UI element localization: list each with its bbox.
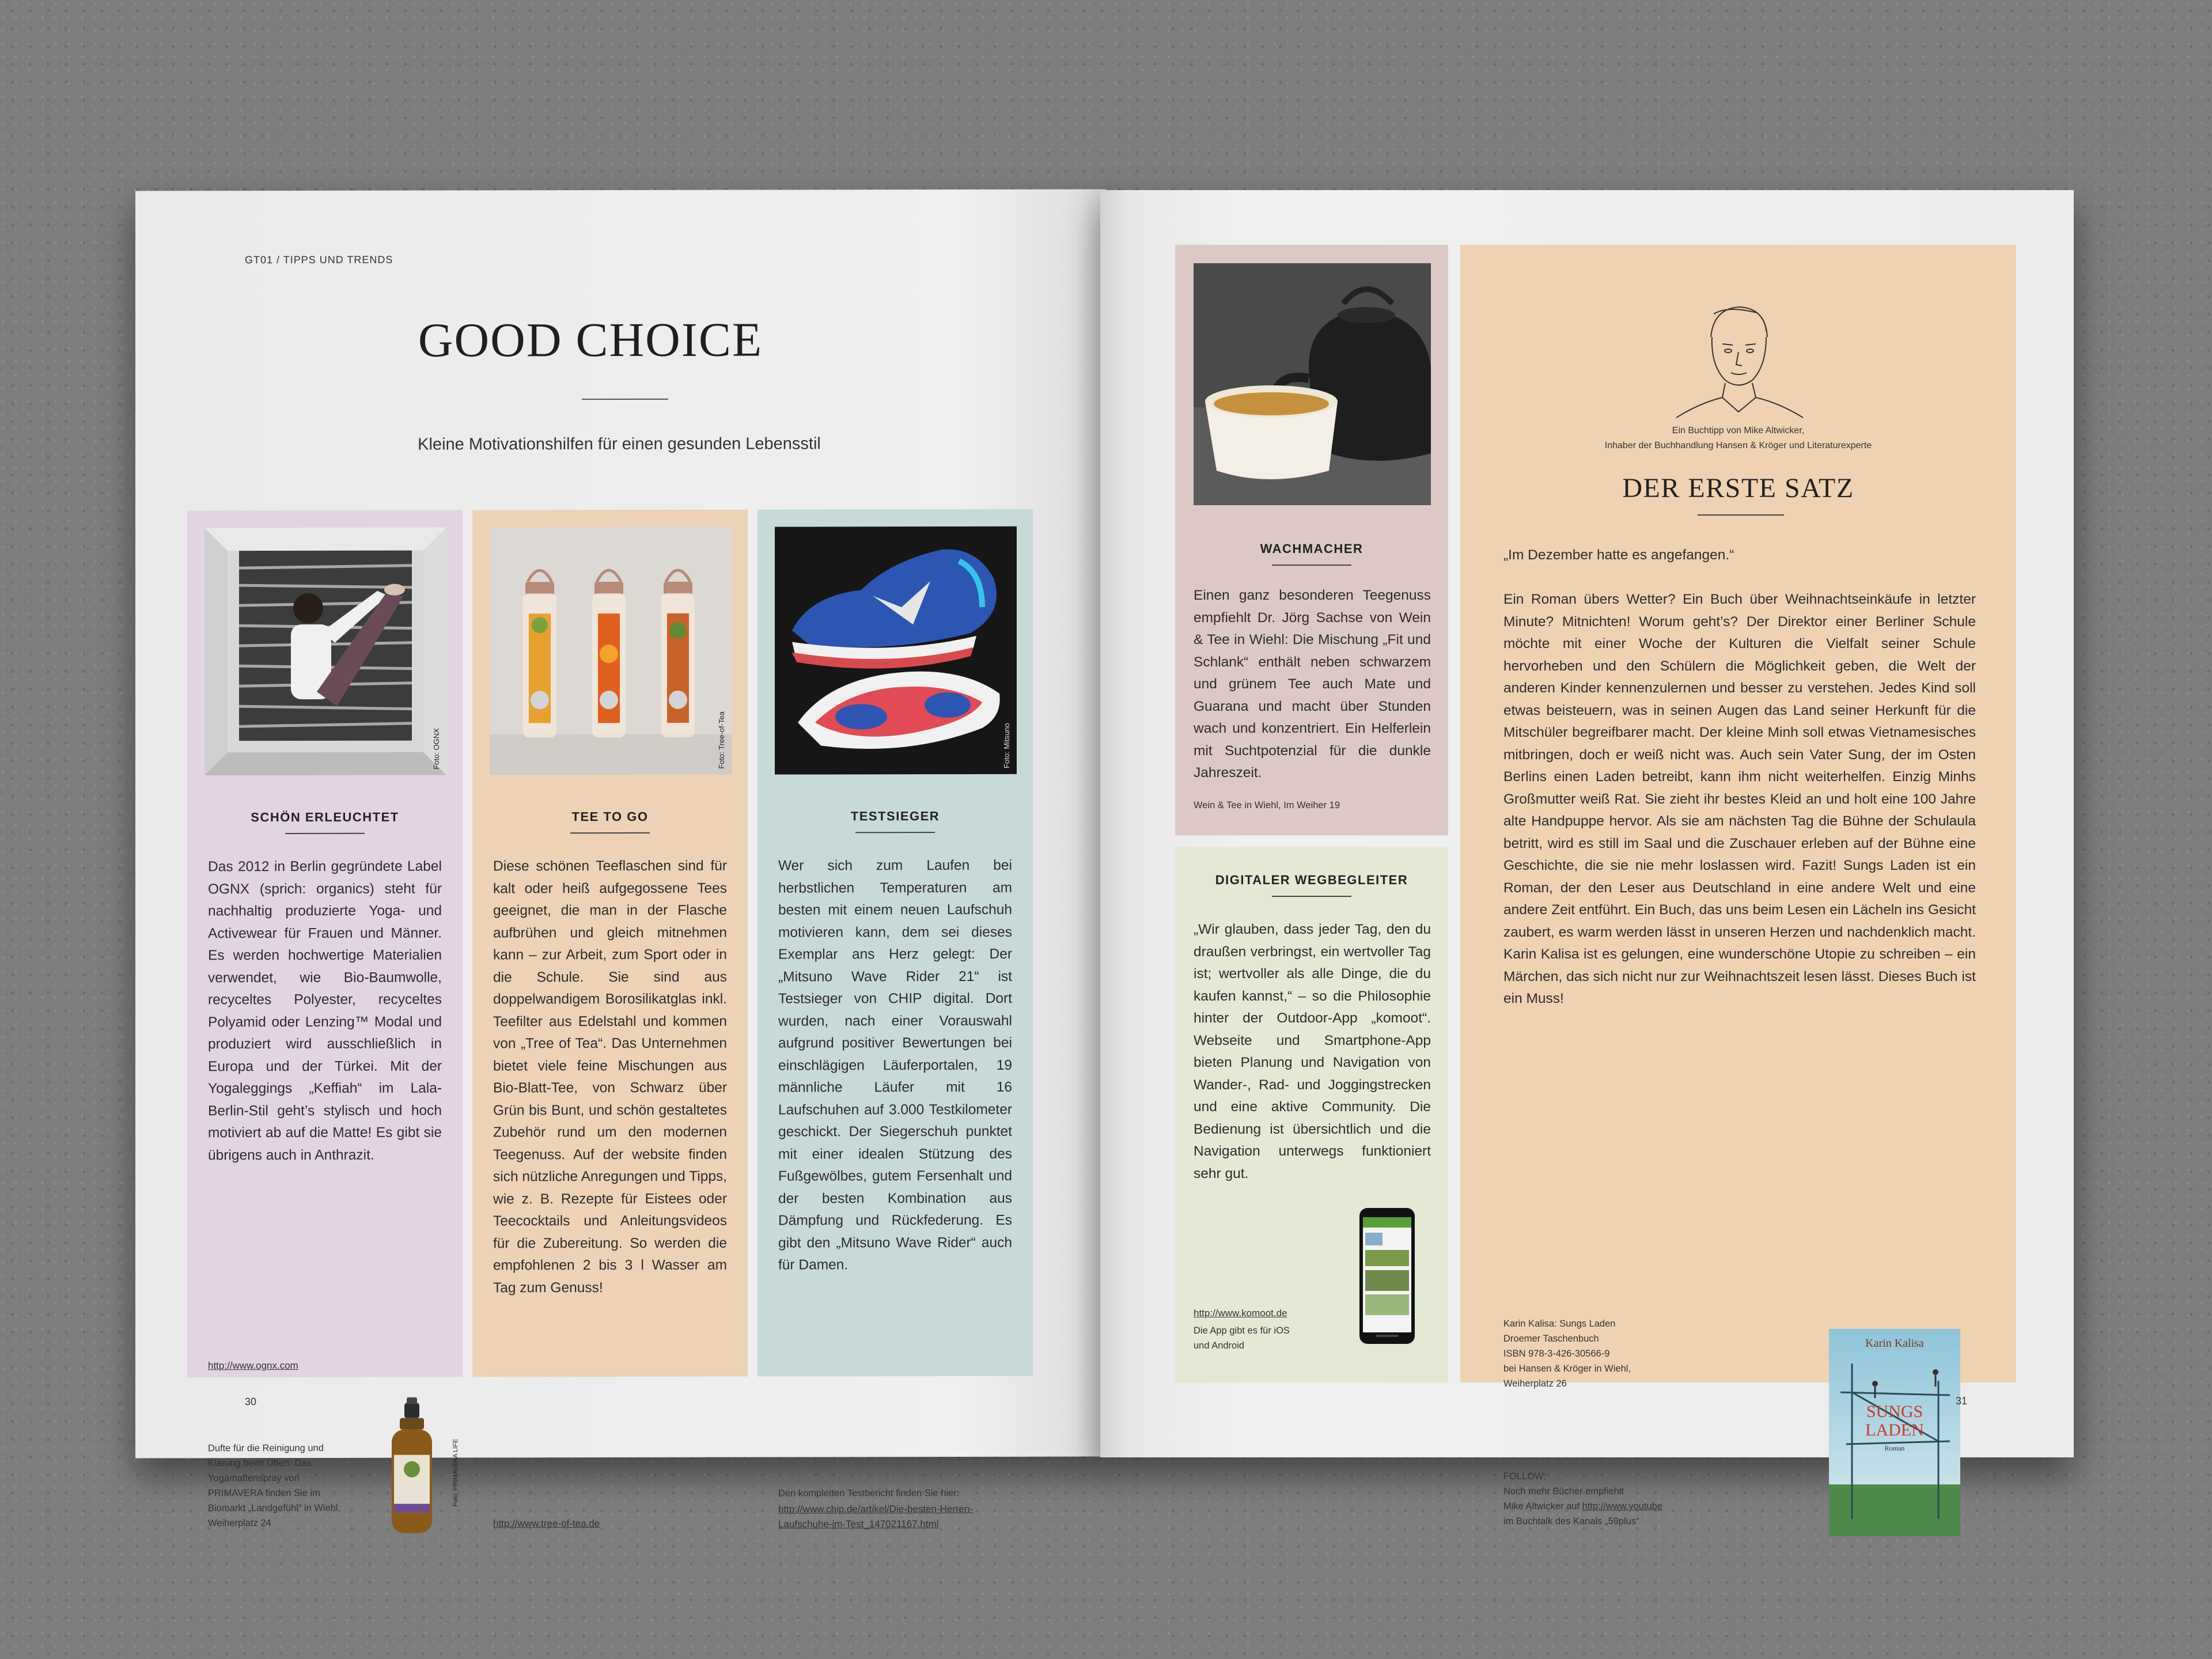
tea-bottles-photo: [490, 527, 732, 775]
book-quote: „Im Dezember hatte es angefangen.“: [1503, 547, 1734, 563]
smartphone-image: [1358, 1207, 1416, 1345]
follow-block: [1503, 1469, 1662, 1529]
cover-author: Karin Kalisa: [1865, 1337, 1924, 1350]
heading-testsieger: TESTSIEGER: [850, 809, 940, 824]
body-schoen-erleuchtet: Das 2012 in Berlin gegründete Label OGNX (sprich: organics) steht für nachhaltig produzierte Yoga- und Activewear für Frauen und Männer. Es werden hochwertige Materialien verwendet, wie Bio-Baumwolle, recyceltes Polyester, recyceltes Polyamid oder Lenzing™ Modal und produziert wird ausschließlich in Europa und der Türkei. Mit der Yogaleggings „Keffiah“ im Lala-Berlin-Stil geht’s stylisch und hoch motiviert ab auf die Matte! Es gibt sie übrigens auch in Anthrazit.: [208, 858, 442, 1163]
book-detail-4: bei Hansen & Kröger in Wiehl,: [1503, 1363, 1631, 1374]
follow-line-3: [1503, 1499, 1662, 1514]
page-number-left: 30: [245, 1396, 257, 1408]
column-digital: [1175, 847, 1448, 1382]
yoga-photo: [204, 528, 446, 776]
link-tree-of-tea[interactable]: http://www.tree-of-tea.de: [493, 1518, 600, 1529]
title-rule: [582, 399, 668, 400]
portrait-sketch: [1665, 297, 1809, 421]
link-chip-testbericht[interactable]: http://www.chip.de/artikel/Die-besten-Herren-Laufschuhe-im-Test_147021167.html: [778, 1503, 974, 1530]
book-details-list: [1503, 1316, 1631, 1391]
heading-rule: [855, 832, 935, 833]
photo-credit-mitsuno: Foto: Mitsuno: [1002, 723, 1011, 768]
cover-subtitle: Roman: [1884, 1444, 1905, 1452]
teapot-photo: [1194, 263, 1431, 505]
byline-2: Inhaber der Buchhandlung Hansen & Kröger und Literaturexperte: [1604, 441, 1872, 450]
heading-rule: [1272, 896, 1351, 897]
link-komoot[interactable]: http://www.komoot.de: [1194, 1308, 1287, 1319]
note-primavera: Dufte für die Reinigung und Klärung beim Üben: Das Yogamattenspray von PRIMAVERA finden Sie im Biomarkt „Landgefühl“ in Wiehl, Weiherplatz 24: [208, 1442, 341, 1529]
body-tee-to-go: Diese schönen Teeflaschen sind für kalt oder heiß aufgegossene Tees geeignet, die man in der Flasche aufbrühen und gleich mitnehmen kann – zur Arbeit, zum Sport oder in die Schule. Sie sind aus doppelwandigem Borosilikatglas inkl. Teefilter aus Edelstahl und kommen von „Tree of Tea“. Das Unternehmen bietet viele feine Mischungen aus Bio-Blatt-Tee, von Schwarz über Grün bis Bunt, und schön gestaltetes Zubehör rund um den modernen Teegenuss. Auf der website finden sich nützliche Anregungen und Tipps, wie z. B. Rezepte für Eistees oder Teecocktails und Anleitungsvideos für die Zubereitung. So werden die empfohlenen 2 bis 3 l Wasser am Tag zum Genuss!: [493, 858, 727, 1296]
book-review-body: Ein Roman übers Wetter? Ein Buch über Weihnachtseinkäufe in letzter Minute? Mitnichten! Worum geht’s? Der Direktor einer Berliner Schule möchte mit einer Woche der Kulturen die Vielfalt seiner Schule hervorheben und den Schülern die Möglichkeit geben, die Welt der anderen Kinder kennenzulernen und besser zu verstehen. Jedes Kind soll etwas beisteuern, was in seinen Augen das Land seiner Herkunft für die Mitschüler begreifbarer macht. Der kleine Minh soll etwas Vietnamesisches mitbringen, doch er weiß nicht was. Auch sein Vater Sung, der im Osten Berlins einen Laden betreibt, kann ihm nicht weiterhelfen. Einzig Minhs Großmutter weiß Rat. Sie zieht ihr bestes Kleid an und holt eine 100 Jahre alte Handpuppe hervor. Als sie am nächsten Tag die Bühne der Schulaula betritt, wird es still im Saal und die Zuschauer erleben auf der Bühne eine Geschichte, die sie nie mehr loslassen wird. Fazit! Sungs Laden ist ein Roman, der den Leser aus Deutschland in eine andere Welt und eine andere Zeit entführt. Ein Buch, das uns beim Lesen ein Lächeln ins Gesicht zaubert, es warm werden lässt in unseren Herzen und nachdenklich macht. Karin Kalisa ist es gelungen, eine wunderschöne Utopie zu schreiben – ein Märchen, das sich nicht nur zur Weihnachtszeit lesen lässt. Dieses Buch ist ein Muss!: [1503, 592, 1976, 1006]
column-tee-to-go: [472, 510, 748, 1529]
right-page: [1100, 190, 2074, 1527]
page-number-right: 31: [1956, 1395, 1968, 1407]
heading-schoen-erleuchtet: SCHÖN ERLEUCHTET: [251, 809, 399, 825]
book-section-title: DER ERSTE SATZ: [1622, 473, 1854, 503]
cover-title-2: LADEN: [1865, 1421, 1924, 1440]
book-detail-2: Droemer Taschenbuch: [1503, 1334, 1599, 1344]
follow-line-3-text: Mike Altwicker auf: [1503, 1501, 1582, 1512]
heading-digital: DIGITALER WEGBEGLEITER: [1215, 873, 1408, 887]
byline-1: Ein Buchtipp von Mike Altwicker,: [1672, 426, 1805, 435]
heading-rule: [570, 832, 650, 834]
section-label: GT01 / TIPPS UND TRENDS: [245, 253, 393, 266]
note-wein-tee: Wein & Tee in Wiehl, Im Weiher 19: [1194, 800, 1340, 810]
spray-bottle-photo: [386, 1397, 438, 1536]
column-wachmacher: [1175, 245, 1448, 835]
book-cover: [1829, 1329, 1960, 1536]
book-detail-5: Weiherplatz 26: [1503, 1378, 1567, 1389]
heading-tee-to-go: TEE TO GO: [571, 809, 649, 824]
note-testbericht: Den kompletten Testbericht finden Sie hier:: [778, 1487, 960, 1499]
body-wachmacher: Einen ganz besonderen Teegenuss empfiehlt Dr. Jörg Sachse von Wein & Tee in Wiehl: Die Mischung „Fit und Schlank“ enthält neben schwarzem und grünem Tee auch Mate und Guarana und macht über Stunden wach und konzentriert. Ein Helferlein mit Suchtpotenzial für die dunkle Jahreszeit.: [1194, 588, 1431, 781]
page-title: GOOD CHOICE: [418, 313, 763, 368]
follow-line-2: Noch mehr Bücher empfiehlt: [1503, 1486, 1624, 1497]
page-subtitle: Kleine Motivationshilfen für einen gesunden Lebensstil: [418, 434, 821, 454]
heading-rule: [1272, 565, 1351, 566]
follow-label: FOLLOW:: [1503, 1471, 1546, 1482]
cover-title: [1829, 1403, 1960, 1440]
heading-rule: [285, 833, 365, 834]
cover-title-1: SUNGS: [1866, 1402, 1923, 1421]
follow-line-4: im Buchtalk des Kanals „59plus“: [1503, 1516, 1639, 1527]
note-app-platforms: Die App gibt es für iOS und Android: [1194, 1325, 1290, 1351]
photo-credit-tree-of-tea: Foto: Tree-of-Tea: [717, 711, 726, 769]
left-page: [135, 190, 1106, 1530]
book-detail-3: ISBN 978-3-426-30566-9: [1503, 1349, 1610, 1359]
column-testsieger: [757, 509, 1033, 1530]
photo-credit-ognx: Foto: OGNX: [432, 728, 441, 770]
book-detail-1: Karin Kalisa: Sungs Laden: [1503, 1319, 1616, 1329]
body-testsieger: Wer sich zum Laufen bei herbstlichen Temperaturen am besten mit einem neuen Laufschuh motivieren kann, dem sei dieses Exemplar ans Herz gelegt: Der „Mitsuno Wave Rider 21“ ist Testsieger von CHIP digital. Dort wurden, nach einer Vorauswahl aufgrund positiver Bewertungen bei einschlägigen Läuferportalen, 19 männliche Läufer mit 16 Laufschuhen auf 3.000 Testkilometer geschickt. Der Siegerschuh punktet mit einer idealen Stützung des Fußgewölbes, gutem Fersenhalt und der besten Kombination aus Dämpfung und Rückfederung. Es gibt den „Mitsuno Wave Rider“ auch für Damen.: [778, 857, 1012, 1273]
running-shoes-photo: [775, 527, 1017, 775]
heading-wachmacher: WACHMACHER: [1260, 541, 1363, 556]
link-ognx[interactable]: http://www.ognx.com: [208, 1359, 298, 1372]
title-rule: [1698, 514, 1784, 516]
link-youtube[interactable]: http://www.youtube: [1582, 1501, 1663, 1512]
photo-credit-primavera: Foto: PRIMAVERA LIFE: [452, 1438, 459, 1507]
body-digital: „Wir glauben, dass jeder Tag, den du draußen verbringst, ein wertvoller Tag ist; wertvoller als alle Dinge, die du kaufen kannst,“ – so die Philosophie hinter der Outdoor-App „komoot“. Webseite und Smartphone-App bieten Planung und Navigation von Wander-, Rad- und Joggingstrecken und eine aktive Community. Die Bedienung ist übersichtlich und die Navigation unterwegs funktioniert sehr gut.: [1194, 922, 1431, 1181]
